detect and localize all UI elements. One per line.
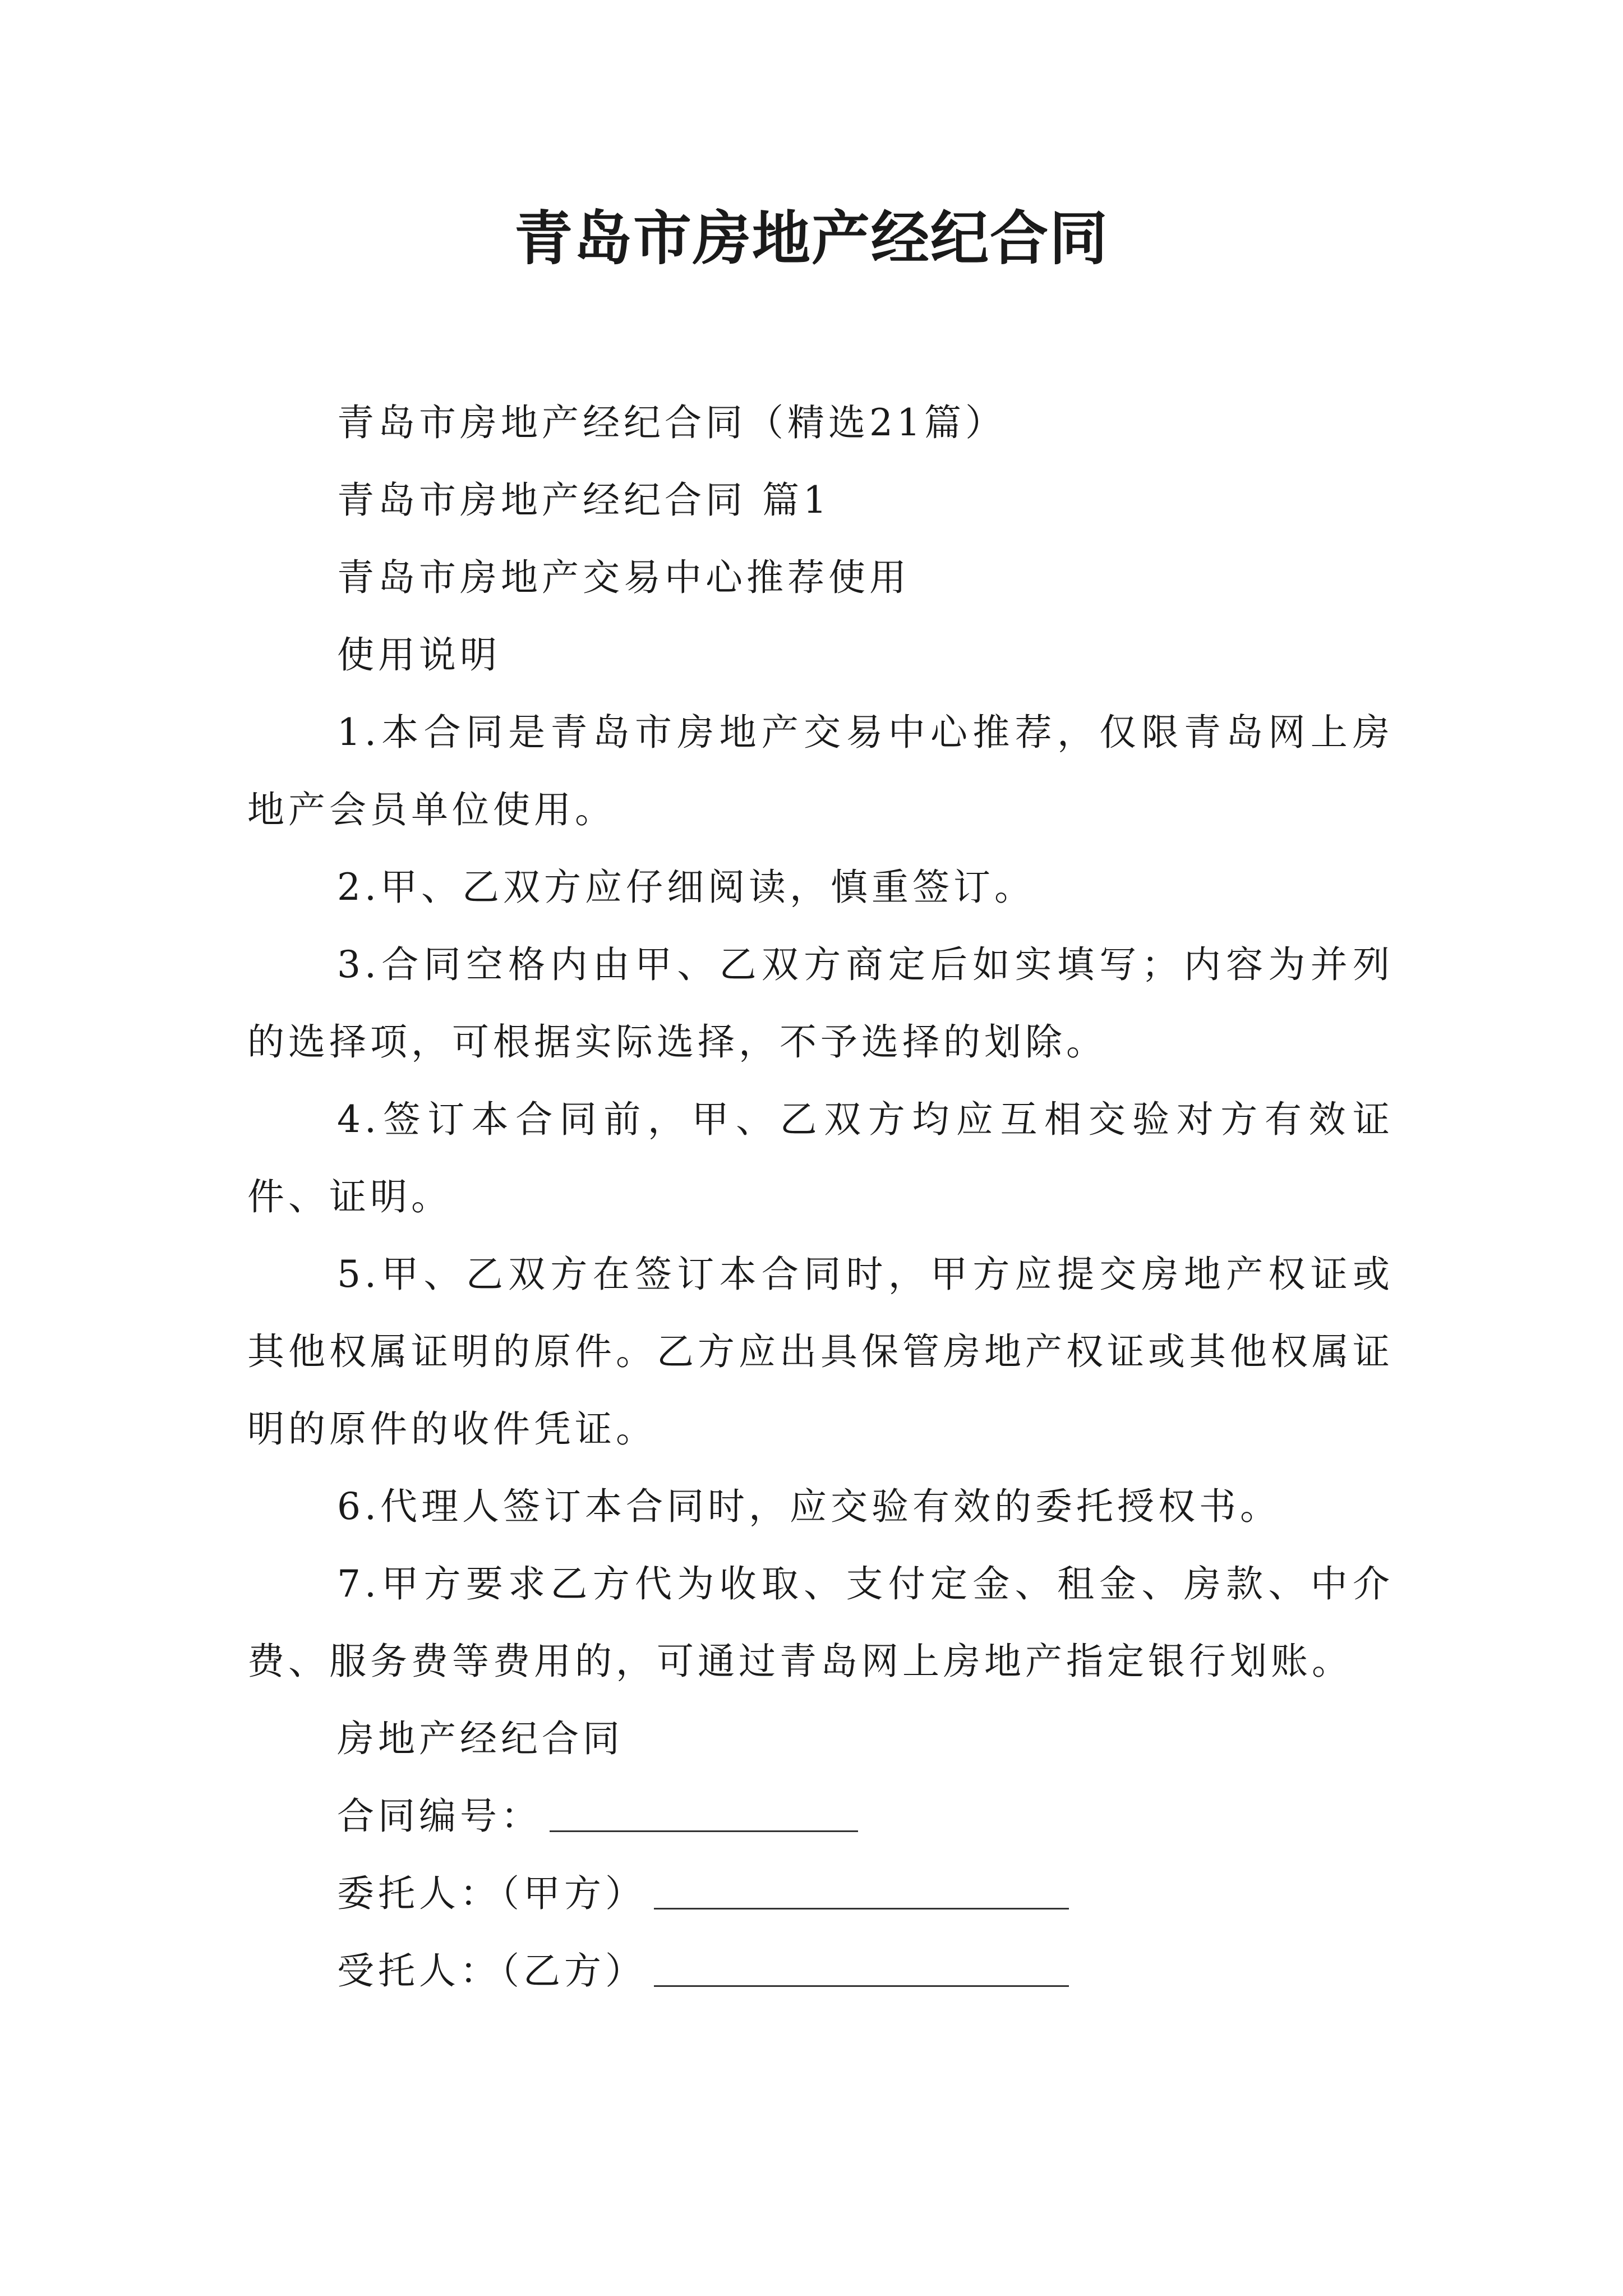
instruction-item-4: 4.签订本合同前，甲、乙双方均应互相交验对方有效证件、证明。 — [247, 1098, 1394, 1218]
client-blank[interactable] — [654, 1871, 1069, 1910]
contract-number-label: 合同编号： — [337, 1795, 542, 1838]
contract-number-row — [247, 1778, 1394, 1855]
instruction-item-1: 1.本合同是青岛市房地产交易中心推荐，仅限青岛网上房地产会员单位使用。 — [247, 711, 1394, 831]
subtitle-paragraph: 青岛市房地产经纪合同（精选21篇） — [337, 401, 1006, 444]
contract-number-blank[interactable] — [550, 1793, 858, 1832]
instruction-item-7: 7.甲方要求乙方代为收取、支付定金、租金、房款、中介费、服务费等费用的，可通过青岛网上房地产指定银行划账。 — [247, 1562, 1394, 1683]
instruction-item-5: 5.甲、乙双方在签订本合同时，甲方应提交房地产权证或其他权属证明的原件。乙方应出具保管房地产权证或其他权属证明的原件的收件凭证。 — [247, 1253, 1394, 1451]
instructions-heading: 使用说明 — [337, 633, 501, 677]
client-row — [247, 1855, 1394, 1932]
section-heading: 青岛市房地产经纪合同 篇1 — [337, 478, 831, 522]
client-label: 委托人：（甲方） — [337, 1872, 646, 1915]
recommendation-line: 青岛市房地产交易中心推荐使用 — [337, 556, 910, 599]
document-body — [247, 384, 1394, 2010]
document-title: 青岛市房地产经纪合同 — [514, 204, 1109, 273]
instruction-item-3: 3.合同空格内由甲、乙双方商定后如实填写；内容为并列的选择项，可根据实际选择，不予选择的划除。 — [247, 943, 1394, 1064]
instruction-item-6: 6.代理人签订本合同时，应交验有效的委托授权书。 — [337, 1485, 1281, 1528]
agent-row — [247, 1932, 1394, 2010]
contract-heading: 房地产经纪合同 — [337, 1717, 624, 1760]
instruction-item-2: 2.甲、乙双方应仔细阅读，慎重签订。 — [337, 866, 1035, 909]
agent-blank[interactable] — [654, 1948, 1069, 1987]
agent-label: 受托人：（乙方） — [337, 1949, 646, 1993]
